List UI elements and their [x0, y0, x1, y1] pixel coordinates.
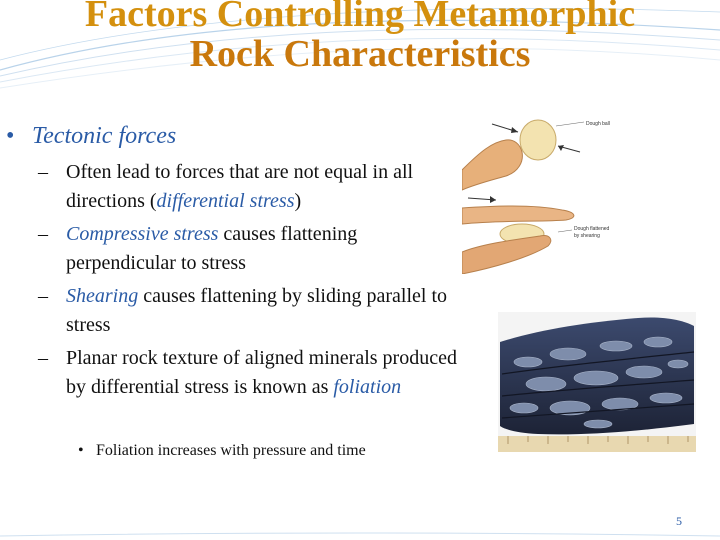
page-number: 5: [676, 514, 682, 528]
sub-bullet-text: causes flattening perpendicular to stress: [66, 223, 358, 274]
sub-bullet: [6, 282, 461, 340]
bullet-1-text: Tectonic forces: [32, 123, 177, 149]
bullet-tectonic-forces: [6, 118, 461, 154]
slide-title: [0, 0, 720, 74]
label-by-shearing: by shearing: [574, 233, 600, 239]
sub-bullet-text: Often lead to forces that are not equal in all directions (: [66, 161, 414, 212]
label-dough-ball: Dough ball: [586, 121, 610, 127]
highlighted-term: Compressive stress: [66, 223, 219, 245]
sub-bullet-text: Planar rock texture of aligned minerals produced by differential stress is known as: [66, 347, 457, 398]
sub-bullet: [6, 344, 461, 402]
bullet-list: [6, 118, 461, 402]
sub-bullet-list: [6, 158, 461, 402]
highlighted-term: foliation: [333, 376, 402, 398]
bullet-dot-icon: •: [6, 123, 15, 149]
sub-bullet-dash-icon: –: [38, 161, 48, 183]
label-dough-flattened: Dough flattened: [574, 226, 610, 232]
sub-bullet-text: ): [294, 190, 302, 212]
foliated-rock-photo: [498, 312, 696, 452]
sub-bullet-dash-icon: –: [38, 285, 48, 307]
sub-sub-bullet: [78, 440, 366, 462]
sub-bullet-dash-icon: –: [38, 347, 48, 369]
title-line-2: Rock Characteristics: [189, 33, 531, 75]
dough-stress-illustration: [462, 112, 614, 274]
sub-bullet: [6, 220, 461, 278]
sub-bullet: [6, 158, 461, 216]
bottom-swoosh-decoration: [0, 530, 720, 540]
sub-sub-bullet-text: Foliation increases with pressure and time: [96, 442, 366, 459]
highlighted-term: Shearing: [66, 285, 139, 307]
bullet-dot-icon: •: [78, 442, 84, 459]
sub-bullet-dash-icon: –: [38, 223, 48, 245]
highlighted-term: differential stress: [156, 190, 295, 212]
title-line-1: Factors Controlling Metamorphic: [84, 0, 636, 35]
sub-bullet-text: causes flattening by sliding parallel to stress: [66, 285, 448, 336]
